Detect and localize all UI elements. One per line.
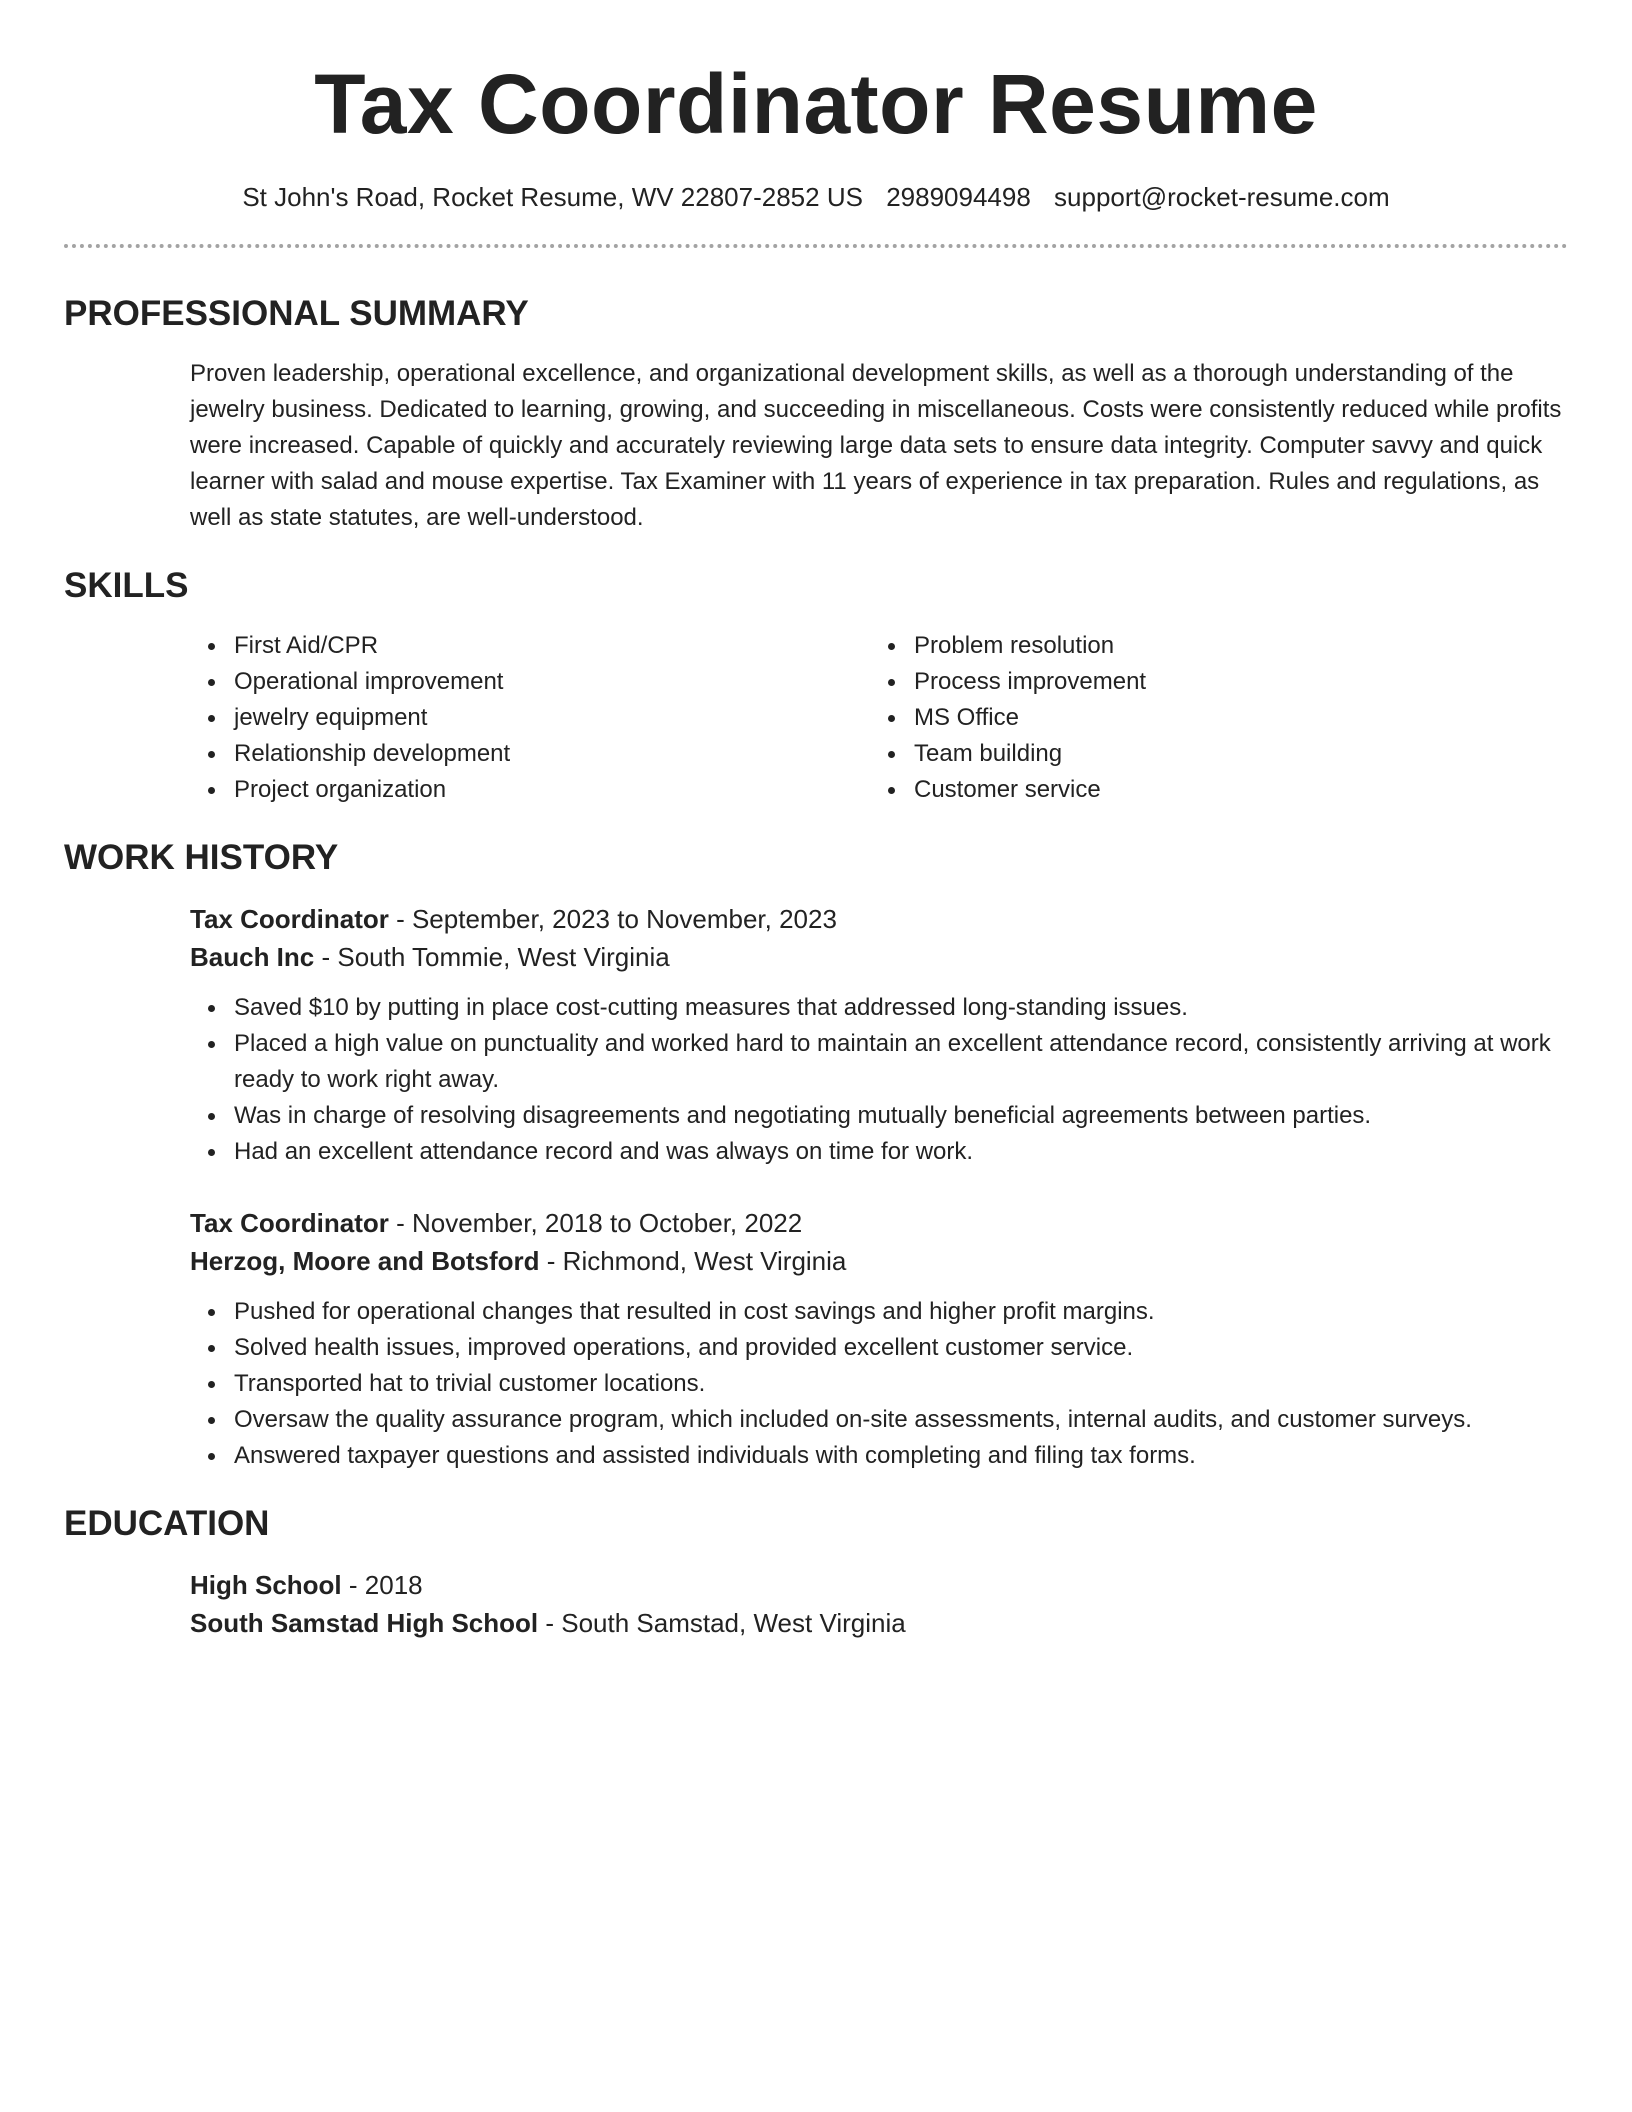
skill-item: Project organization xyxy=(234,772,870,808)
skill-item: jewelry equipment xyxy=(234,700,870,736)
work-section xyxy=(64,900,1568,1474)
contact-phone: 2989094498 xyxy=(886,182,1031,212)
header-divider xyxy=(64,244,1568,248)
job-entry xyxy=(190,1204,1568,1474)
work-heading: WORK HISTORY xyxy=(64,838,339,877)
contact-email: support@rocket-resume.com xyxy=(1054,182,1390,212)
job-bullet: Saved $10 by putting in place cost-cutting measures that addressed long-standing issues. xyxy=(234,990,1568,1026)
education-school: South Samstad High School xyxy=(190,1608,539,1638)
job-location: - South Tommie, West Virginia xyxy=(314,942,670,972)
skills-list-right xyxy=(870,628,1550,808)
job-dates: - September, 2023 to November, 2023 xyxy=(388,904,837,934)
skill-item: Process improvement xyxy=(914,664,1550,700)
skill-item: MS Office xyxy=(914,700,1550,736)
job-dates: - November, 2018 to October, 2022 xyxy=(388,1208,803,1238)
job-company-line xyxy=(190,1242,1568,1280)
job-bullet: Oversaw the quality assurance program, which included on-site assessments, internal audits, and customer surveys. xyxy=(234,1402,1568,1438)
job-bullet: Had an excellent attendance record and was always on time for work. xyxy=(234,1134,1568,1170)
skills-section xyxy=(64,628,1568,808)
education-year: - 2018 xyxy=(341,1570,423,1600)
summary-text: Proven leadership, operational excellence, and organizational development skills, as well as a thorough understanding of the jewelry business. Dedicated to learning, growing, and succeeding in miscellaneous. Costs were consistently reduced while profits were increased. Capable of quickly and accurately reviewing large data sets to ensure data integrity. Computer savvy and quick learner with salad and mouse expertise. Tax Examiner with 11 years of experience in tax preparation. Rules and regulations, as well as state statutes, are well-understood. xyxy=(190,360,1562,531)
job-title-line xyxy=(190,900,1568,938)
job-company: Herzog, Moore and Botsford xyxy=(190,1246,540,1276)
skill-item: Operational improvement xyxy=(234,664,870,700)
job-title: Tax Coordinator xyxy=(190,1208,389,1238)
skill-item: Relationship development xyxy=(234,736,870,772)
job-bullets xyxy=(190,990,1568,1170)
education-degree-line xyxy=(190,1566,1568,1604)
job-title-line xyxy=(190,1204,1568,1242)
skill-item: First Aid/CPR xyxy=(234,628,870,664)
education-heading: EDUCATION xyxy=(64,1504,270,1543)
skill-item: Team building xyxy=(914,736,1550,772)
page-title: Tax Coordinator Resume xyxy=(314,57,1318,151)
job-bullets xyxy=(190,1294,1568,1474)
skills-grid xyxy=(190,628,1568,808)
education-school-line xyxy=(190,1604,1568,1642)
job-bullet: Solved health issues, improved operations, and provided excellent customer service. xyxy=(234,1330,1568,1366)
job-title: Tax Coordinator xyxy=(190,904,389,934)
job-bullet: Transported hat to trivial customer locations. xyxy=(234,1366,1568,1402)
summary-heading: PROFESSIONAL SUMMARY xyxy=(64,294,529,333)
job-company-line xyxy=(190,938,1568,976)
summary-section xyxy=(64,356,1568,536)
skills-list-left xyxy=(190,628,870,808)
skills-heading: SKILLS xyxy=(64,566,189,605)
skill-item: Problem resolution xyxy=(914,628,1550,664)
education-section xyxy=(64,1566,1568,1642)
resume-page xyxy=(64,0,1568,1642)
job-location: - Richmond, West Virginia xyxy=(539,1246,847,1276)
job-bullet: Pushed for operational changes that resulted in cost savings and higher profit margins. xyxy=(234,1294,1568,1330)
job-bullet: Placed a high value on punctuality and worked hard to maintain an excellent attendance record, consistently arriving at work ready to work right away. xyxy=(234,1026,1568,1098)
job-bullet: Answered taxpayer questions and assisted individuals with completing and filing tax forms. xyxy=(234,1438,1568,1474)
job-company: Bauch Inc xyxy=(190,942,315,972)
contact-address: St John's Road, Rocket Resume, WV 22807-2852 US xyxy=(242,182,863,212)
education-degree: High School xyxy=(190,1570,342,1600)
skill-item: Customer service xyxy=(914,772,1550,808)
job-entry xyxy=(190,900,1568,1170)
education-location: - South Samstad, West Virginia xyxy=(538,1608,906,1638)
education-entry xyxy=(190,1566,1568,1642)
contact-line xyxy=(64,180,1568,214)
job-bullet: Was in charge of resolving disagreements and negotiating mutually beneficial agreements between parties. xyxy=(234,1098,1568,1134)
